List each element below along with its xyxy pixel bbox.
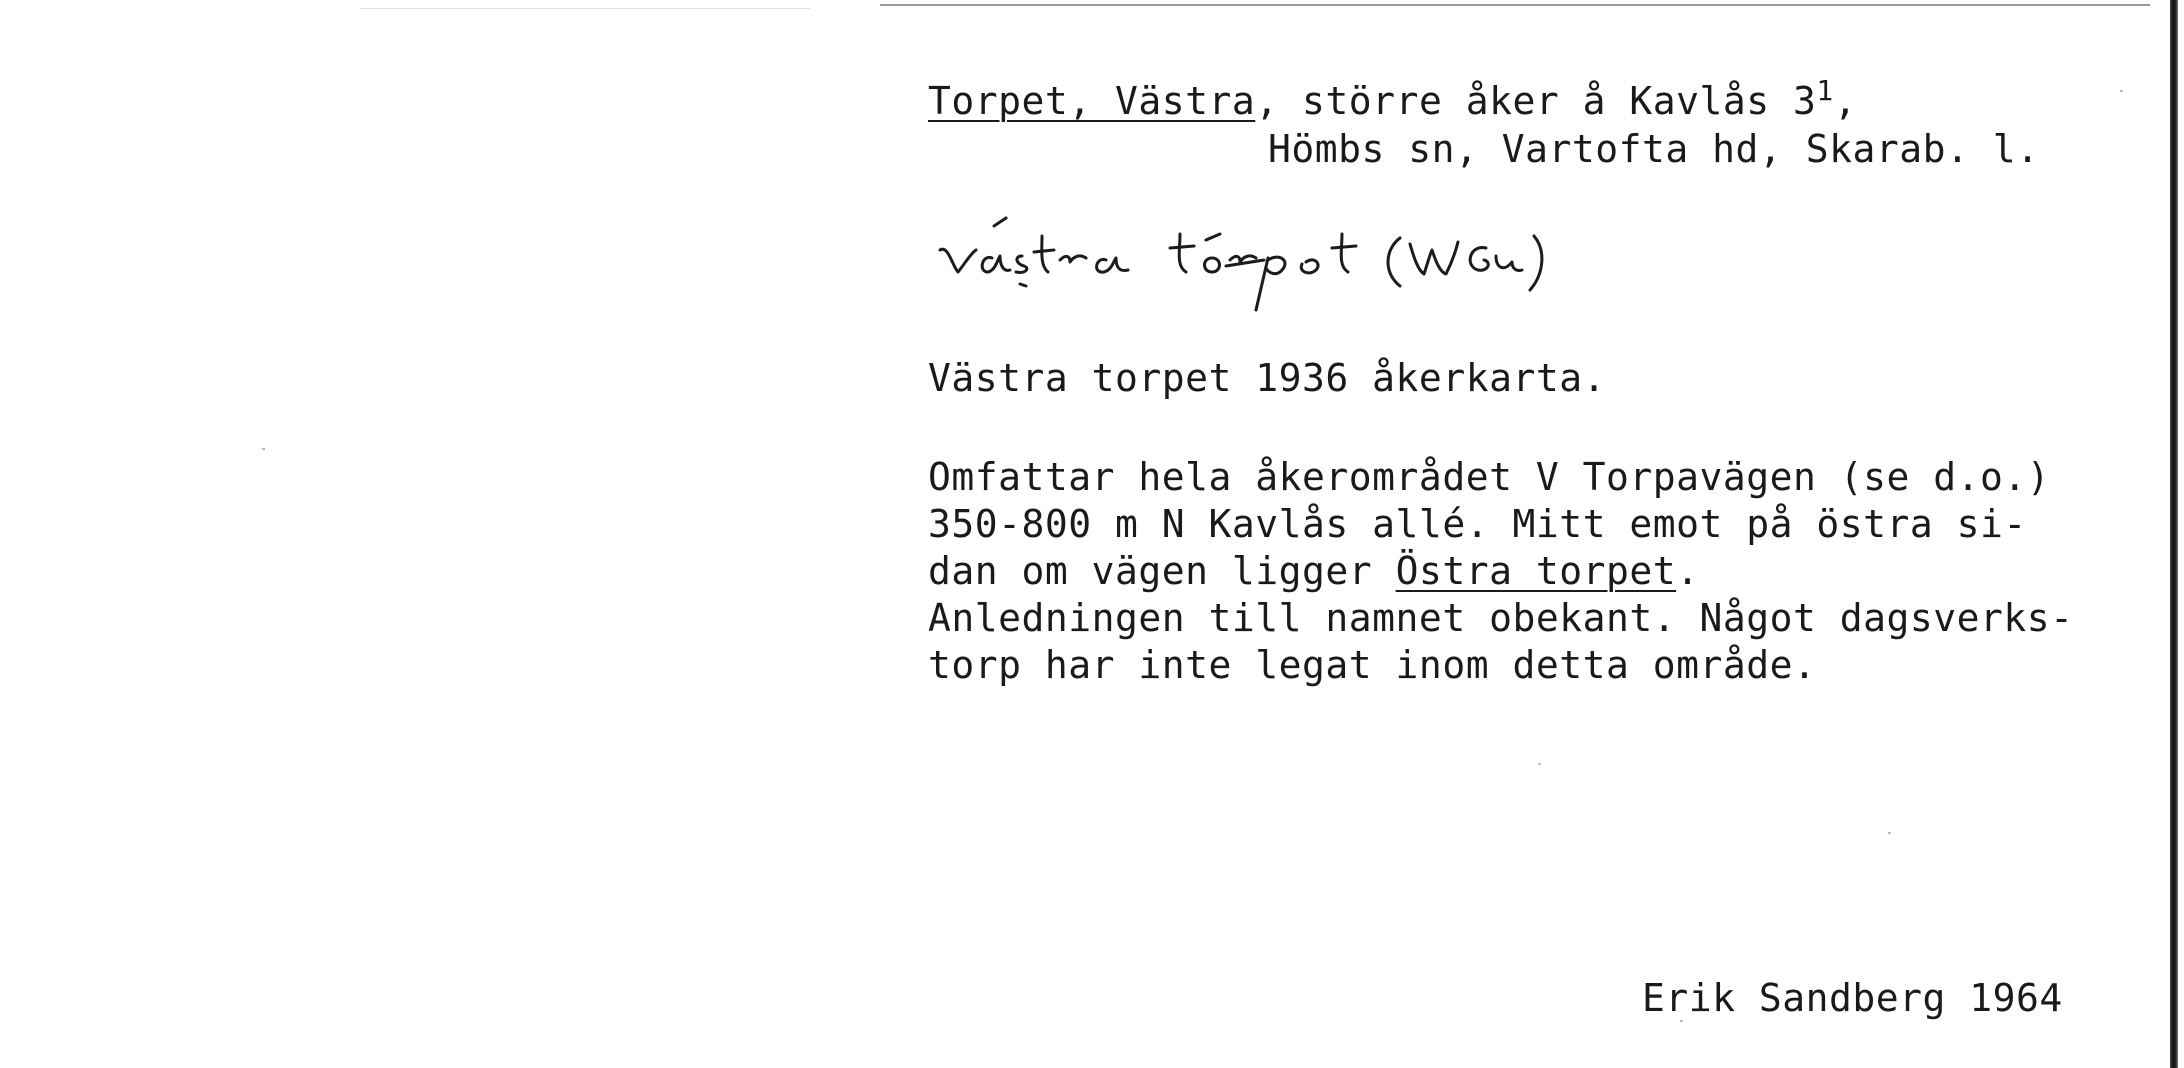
heading-place-name: Torpet, Västra [928, 79, 1256, 123]
body-line-3 [928, 548, 1700, 595]
handwritten-note [930, 210, 1570, 320]
body-line-5: torp har inte legat inom detta område. [928, 643, 1817, 687]
scan-speck [1888, 832, 1891, 834]
body-line-4: Anledningen till namnet obekant. Något dagsverks- [928, 596, 2074, 640]
map-line: Västra torpet 1936 åkerkarta. [928, 356, 1606, 400]
heading-description: , större åker å Kavlås 3 [1255, 79, 1817, 123]
location-line: Hömbs sn, Vartofta hd, Skarab. l. [1268, 127, 2040, 171]
scan-speck [262, 448, 265, 450]
card-top-edge [880, 4, 2150, 6]
body-line-3-period: . [1676, 549, 1700, 593]
body-line-2: 350-800 m N Kavlås allé. Mitt emot på östra si- [928, 502, 2027, 546]
heading-superscript: 1 [1816, 74, 1834, 107]
scan-speck [1680, 1020, 1683, 1022]
heading-end: , [1833, 79, 1858, 123]
heading-line [928, 74, 1858, 125]
body-line-1: Omfattar hela åkerområdet V Torpavägen (se d.o.) [928, 455, 2051, 499]
cross-reference-ostra-torpet: Östra torpet [1395, 549, 1677, 593]
card-right-edge [2170, 0, 2178, 1068]
signature-line: Erik Sandberg 1964 [1642, 976, 2063, 1020]
scan-speck [2120, 90, 2123, 92]
faint-scan-line [360, 8, 810, 9]
scan-speck [1538, 763, 1541, 765]
body-line-3-text: dan om vägen ligger [928, 549, 1396, 593]
